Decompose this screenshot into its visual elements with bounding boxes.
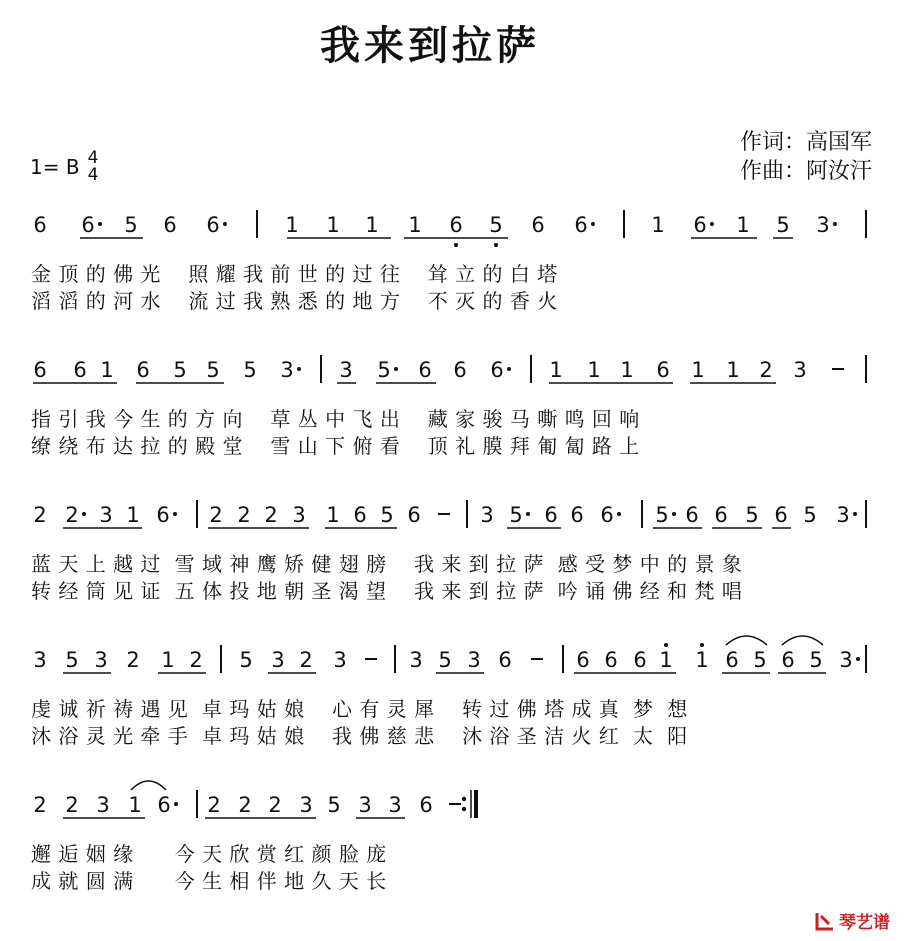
augmentation-dot — [82, 512, 86, 516]
lyric-line: 蓝 天 上 越 过 雪 域 神 鹰 矫 健 翅 膀 我 来 到 拉 萨 感 受 梦 中 的 景 象 — [31, 552, 743, 576]
note: 1 — [691, 358, 705, 382]
note: 3 — [839, 648, 853, 672]
note: 2 — [207, 793, 221, 817]
note: 3 — [480, 503, 494, 527]
note: 5 — [206, 358, 220, 382]
note: 1 — [549, 358, 563, 382]
note: 3 — [94, 648, 108, 672]
repeat-dot — [462, 807, 466, 811]
note: 1 — [408, 213, 422, 237]
note: 6 — [693, 213, 707, 237]
note: 3 — [816, 213, 830, 237]
note: 1 — [726, 358, 740, 382]
note: 6 — [685, 503, 699, 527]
note: 6 — [449, 213, 463, 237]
watermark-logo — [814, 908, 890, 933]
note: 2 — [237, 503, 251, 527]
note: 1 — [587, 358, 601, 382]
note: 6 — [544, 503, 558, 527]
note: 2 — [264, 503, 278, 527]
note: 6 — [33, 213, 47, 237]
note: 2 — [65, 793, 79, 817]
augmentation-dot — [833, 222, 837, 226]
lyric-line: 缭 绕 布 达 拉 的 殿 堂 雪 山 下 俯 看 顶 礼 膜 拜 匍 匐 路 上 — [31, 434, 640, 458]
note: 2 — [299, 648, 313, 672]
note: 5 — [243, 358, 257, 382]
note: 6 — [604, 648, 618, 672]
note: 3 — [793, 358, 807, 382]
note: 6 — [81, 213, 95, 237]
note: 6 — [353, 503, 367, 527]
note: 3 — [333, 648, 347, 672]
note: 6 — [136, 358, 150, 382]
note: 6 — [576, 648, 590, 672]
song-title: 我来到拉萨 — [320, 23, 540, 69]
note: 3 — [339, 358, 353, 382]
lyric-line: 成 就 圆 满 今 生 相 伴 地 久 天 长 — [31, 869, 387, 893]
note: 5 — [173, 358, 187, 382]
note: 2 — [33, 503, 47, 527]
augmentation-dot — [856, 657, 860, 661]
note: 1 — [736, 213, 750, 237]
note: 1 — [651, 213, 665, 237]
note: 5 — [655, 503, 669, 527]
note: 1 — [620, 358, 634, 382]
note: 6 — [774, 503, 788, 527]
note: 3 — [271, 648, 285, 672]
note: 1 — [285, 213, 299, 237]
note: 3 — [299, 793, 313, 817]
note: 3 — [388, 793, 402, 817]
note: 6 — [407, 503, 421, 527]
time-signature-top: 4 — [87, 148, 99, 168]
augmentation-dot — [297, 367, 301, 371]
time-signature-bottom: 4 — [87, 165, 99, 185]
augmentation-dot — [526, 512, 530, 516]
note: 6 — [498, 648, 512, 672]
lyric-line: 指 引 我 今 生 的 方 向 草 丛 中 飞 出 藏 家 骏 马 嘶 鸣 回 响 — [31, 407, 640, 431]
note: 6 — [419, 793, 433, 817]
note: 6 — [600, 503, 614, 527]
note: 6 — [531, 213, 545, 237]
lyric-line: 沐 浴 灵 光 牵 手 卓 玛 姑 娘 我 佛 慈 悲 沐 浴 圣 洁 火 红 太 阳 — [31, 724, 688, 748]
key-label: 1= B — [30, 155, 80, 179]
slur — [131, 781, 166, 790]
note: 1 — [326, 503, 340, 527]
augmentation-dot — [98, 222, 102, 226]
logo-icon — [814, 910, 836, 932]
note: 5 — [65, 648, 79, 672]
note: 6 — [490, 358, 504, 382]
note: 6 — [206, 213, 220, 237]
note: 3 — [33, 648, 47, 672]
note: 5 — [803, 503, 817, 527]
note: 6 — [156, 503, 170, 527]
note: 2 — [126, 648, 140, 672]
note: 2 — [189, 648, 203, 672]
note: 5 — [239, 648, 253, 672]
note: 3 — [99, 503, 113, 527]
note: 5 — [753, 648, 767, 672]
augmentation-dot — [173, 512, 177, 516]
note: 5 — [124, 213, 138, 237]
lyric-line: 转 经 筒 见 证 五 体 投 地 朝 圣 渴 望 我 来 到 拉 萨 吟 诵 佛 经 和 梵 唱 — [31, 579, 743, 603]
note: 1 — [326, 213, 340, 237]
note: 1 — [695, 648, 709, 672]
logo-text: 琴艺谱 — [839, 913, 890, 933]
note: 1 — [128, 793, 142, 817]
augmentation-dot — [591, 222, 595, 226]
note: 3 — [409, 648, 423, 672]
note: 5 — [327, 793, 341, 817]
note: 5 — [745, 503, 759, 527]
note: 6 — [656, 358, 670, 382]
lyric-line: 邂 逅 姻 缘 今 天 欣 赏 红 颜 脸 庞 — [31, 842, 387, 866]
note: 3 — [96, 793, 110, 817]
note: 5 — [438, 648, 452, 672]
note: 2 — [268, 793, 282, 817]
note: 6 — [570, 503, 584, 527]
augmentation-dot — [672, 512, 676, 516]
note: 6 — [781, 648, 795, 672]
note: 2 — [33, 793, 47, 817]
note: 5 — [377, 358, 391, 382]
repeat-dot — [462, 797, 466, 801]
note: 6 — [453, 358, 467, 382]
note: 5 — [489, 213, 503, 237]
note: 5 — [509, 503, 523, 527]
augmentation-dot — [174, 802, 178, 806]
note: 3 — [280, 358, 294, 382]
note: 3 — [467, 648, 481, 672]
note: 6 — [163, 213, 177, 237]
note: 3 — [292, 503, 306, 527]
augmentation-dot — [394, 367, 398, 371]
slur — [782, 636, 823, 645]
lyric-line: 虔 诚 祈 祷 遇 见 卓 玛 姑 娘 心 有 灵 犀 转 过 佛 塔 成 真 梦 想 — [31, 697, 688, 721]
octave-dot-above — [664, 643, 668, 647]
note: 1 — [365, 213, 379, 237]
note: 2 — [65, 503, 79, 527]
note: 6 — [157, 793, 171, 817]
composer: 作曲：阿汝汗 — [739, 159, 872, 184]
augmentation-dot — [223, 222, 227, 226]
note: 2 — [238, 793, 252, 817]
note: 1 — [659, 648, 673, 672]
lyric-line: 滔 滔 的 河 水 流 过 我 熟 悉 的 地 方 不 灭 的 香 火 — [31, 289, 558, 313]
augmentation-dot — [507, 367, 511, 371]
note: 3 — [358, 793, 372, 817]
note: 2 — [759, 358, 773, 382]
note: 5 — [776, 213, 790, 237]
note: 6 — [73, 358, 87, 382]
octave-dot-below — [494, 243, 498, 247]
note: 6 — [33, 358, 47, 382]
octave-dot-above — [700, 643, 704, 647]
slur — [726, 636, 767, 645]
lyric-line: 金 顶 的 佛 光 照 耀 我 前 世 的 过 往 耸 立 的 白 塔 — [31, 262, 558, 286]
note: 6 — [418, 358, 432, 382]
augmentation-dot — [853, 512, 857, 516]
note: 5 — [380, 503, 394, 527]
note: 3 — [836, 503, 850, 527]
note: 6 — [714, 503, 728, 527]
lyricist: 作词：高国军 — [739, 130, 872, 155]
note: 1 — [100, 358, 114, 382]
note: 1 — [161, 648, 175, 672]
note: 6 — [633, 648, 647, 672]
note: 5 — [809, 648, 823, 672]
note: 2 — [209, 503, 223, 527]
augmentation-dot — [617, 512, 621, 516]
octave-dot-below — [454, 243, 458, 247]
augmentation-dot — [710, 222, 714, 226]
note: 6 — [725, 648, 739, 672]
note: 1 — [126, 503, 140, 527]
note: 6 — [574, 213, 588, 237]
